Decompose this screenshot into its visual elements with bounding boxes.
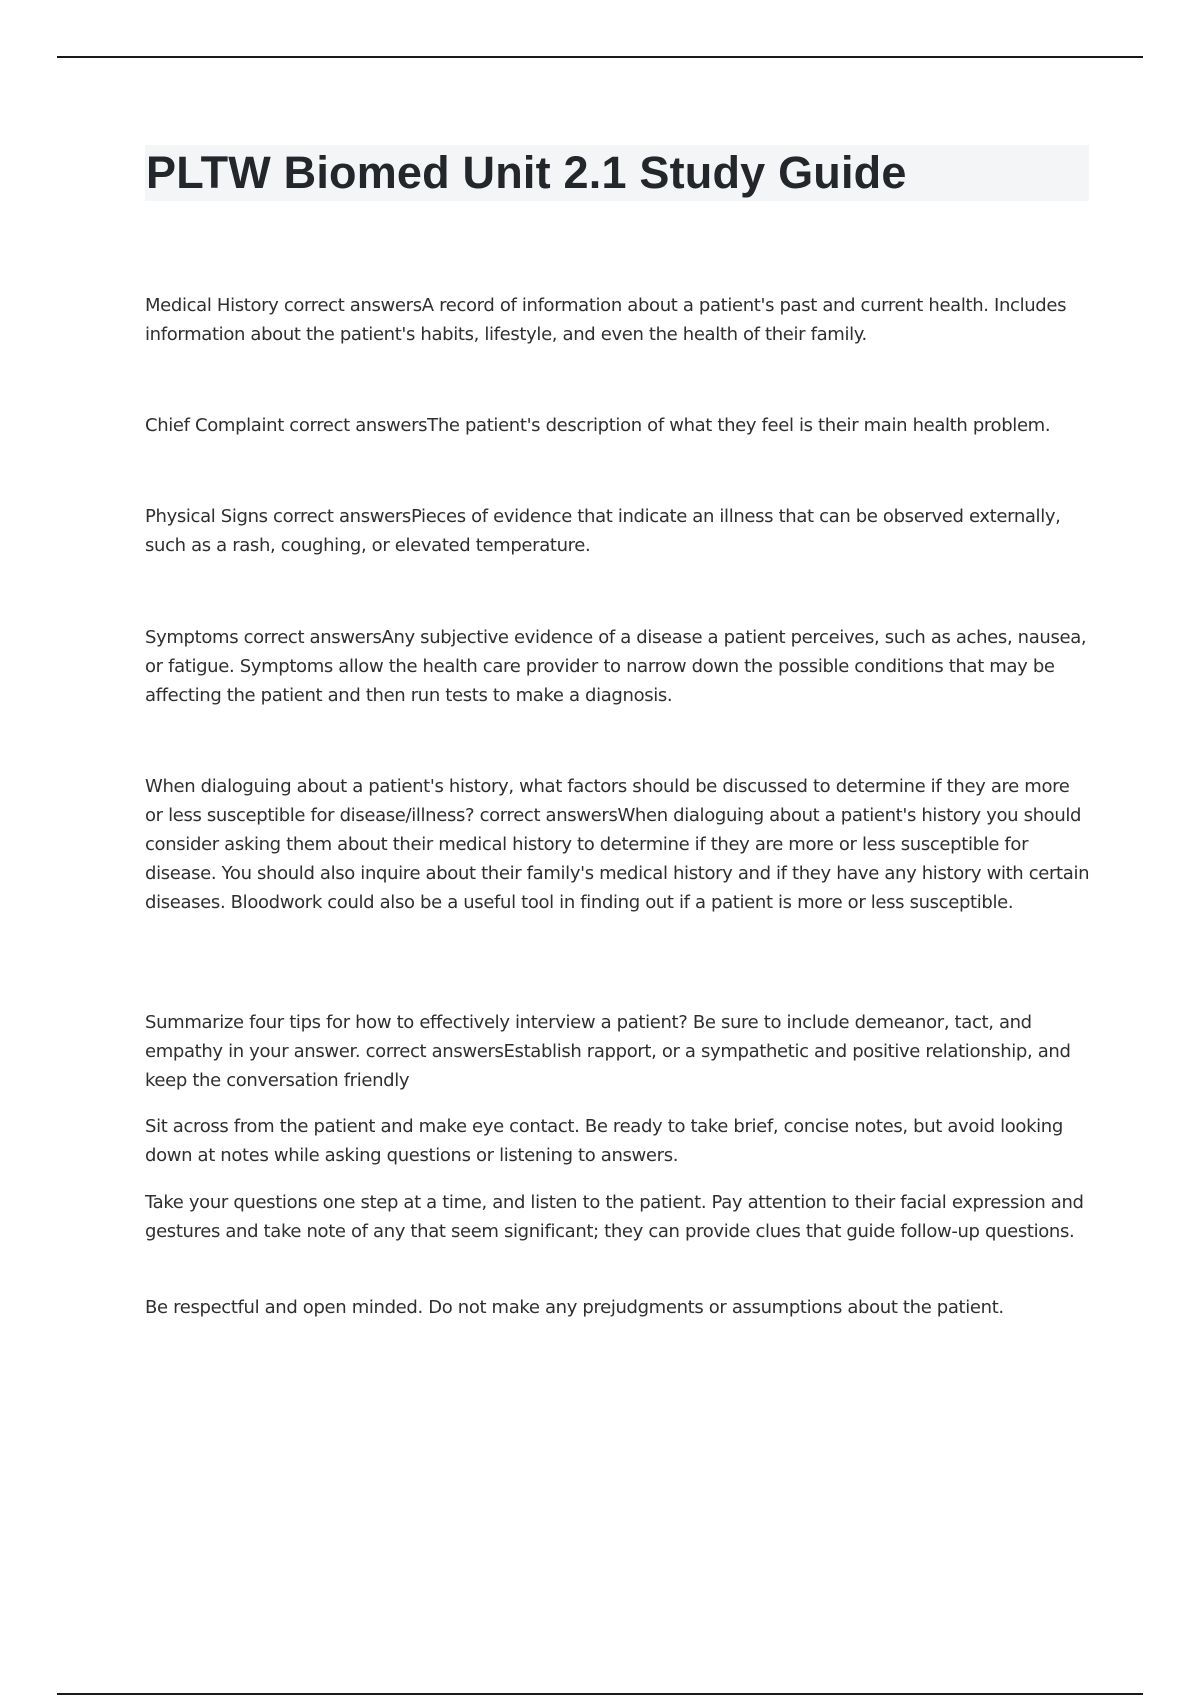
entry-term: Physical Signs correct answers bbox=[145, 506, 411, 527]
study-entry-symptoms bbox=[145, 623, 1090, 710]
entry-definition: Establish rapport, or a sympathetic and positive relationship, and keep the conversation friendly bbox=[145, 1041, 1071, 1091]
entry-definition: Pieces of evidence that indicate an illness that can be observed externally, such as a rash, coughing, or elevated temperature. bbox=[145, 506, 1061, 556]
top-rule bbox=[57, 56, 1143, 58]
entry-definition: Any subjective evidence of a disease a patient perceives, such as aches, nausea, or fatigue. Symptoms allow the health care provider to narrow down the possible conditions that may be affecting the patient and then run tests to make a diagnosis. bbox=[145, 627, 1087, 706]
interview-tip-paragraph: Sit across from the patient and make eye contact. Be ready to take brief, concise notes, but avoid looking down at notes while asking questions or listening to answers. bbox=[145, 1116, 1063, 1166]
entry-term: Summarize four tips for how to effectively interview a patient? Be sure to include demeanor, tact, and empathy in your answer. correct answers bbox=[145, 1012, 1032, 1062]
study-entry-medical-history bbox=[145, 291, 1090, 349]
page-title: PLTW Biomed Unit 2.1 Study Guide bbox=[146, 147, 907, 198]
entry-definition: When dialoguing about a patient's history you should consider asking them about their medical history to determine if they are more or less susceptible for disease. You should also inquire about their family's medical history and if they have any history with certain diseases. Bloodwork could also be a useful tool in finding out if a patient is more or less susceptible. bbox=[145, 805, 1090, 913]
interview-tip-paragraph: Take your questions one step at a time, and listen to the patient. Pay attention to their facial expression and gestures and take note of any that seem significant; they can provide clues that guide follow-up questions. bbox=[145, 1192, 1084, 1242]
interview-tip-paragraph: Be respectful and open minded. Do not make any prejudgments or assumptions about the patient. bbox=[145, 1297, 1004, 1318]
entry-term: Medical History correct answers bbox=[145, 295, 422, 316]
study-entry-patient-history bbox=[145, 772, 1090, 917]
entry-term: Chief Complaint correct answers bbox=[145, 415, 428, 436]
bottom-rule bbox=[57, 1693, 1143, 1695]
study-entry-interview-tips bbox=[145, 1008, 1090, 1095]
study-entry-physical-signs bbox=[145, 502, 1090, 560]
entry-definition: A record of information about a patient's past and current health. Includes information about the patient's habits, lifestyle, and even the health of their family. bbox=[145, 295, 1067, 345]
entry-term: Symptoms correct answers bbox=[145, 627, 382, 648]
entry-definition: The patient's description of what they feel is their main health problem. bbox=[427, 415, 1051, 436]
study-entry-chief-complaint bbox=[145, 411, 1090, 440]
entry-term: When dialoguing about a patient's history, what factors should be discussed to determine if they are more or less susceptible for disease/illness? correct answers bbox=[145, 776, 1070, 826]
